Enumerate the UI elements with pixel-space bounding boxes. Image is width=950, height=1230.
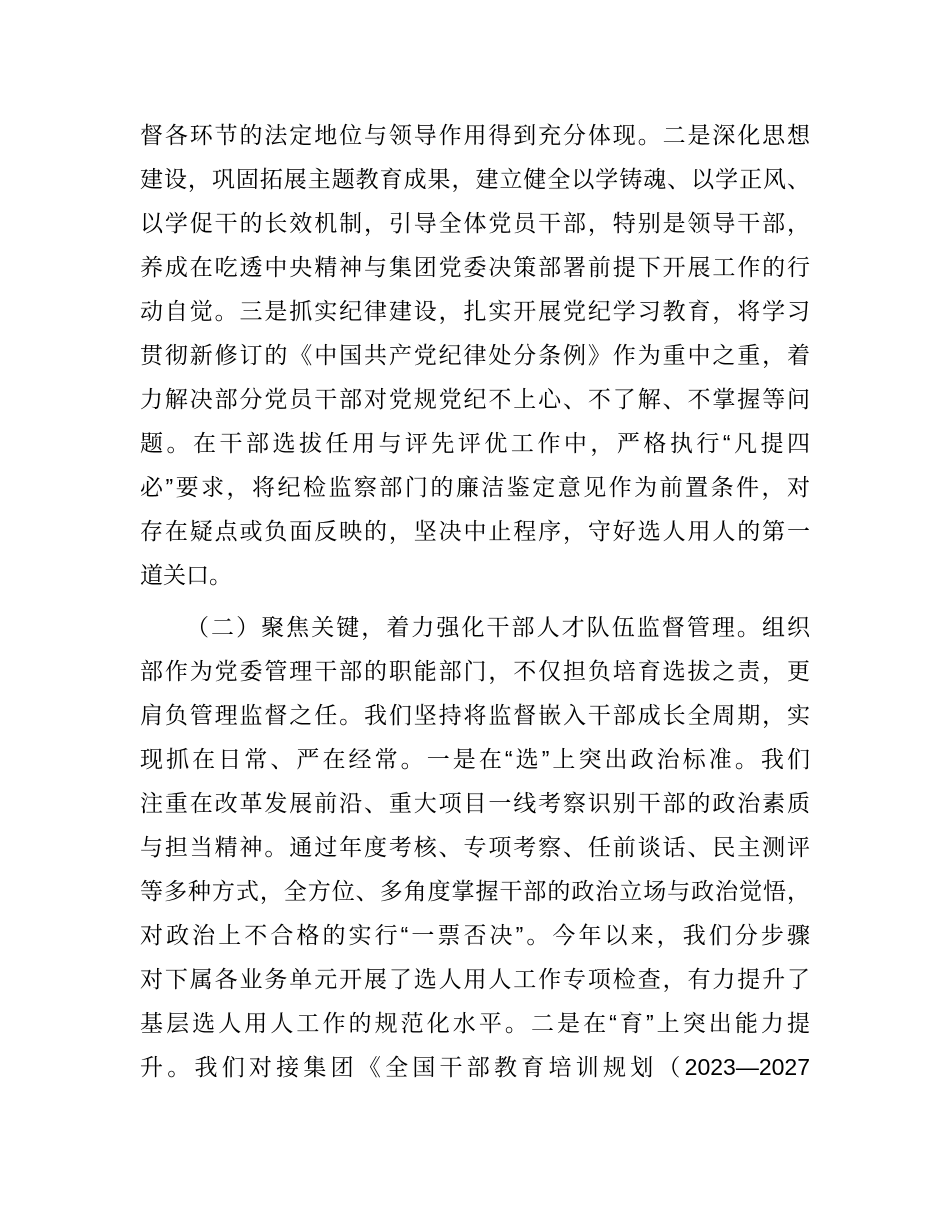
text-line: 建设，巩固拓展主题教育成果，建立健全以学铸魂、以学正风、 bbox=[140, 166, 810, 192]
text-line: 养成在吃透中央精神与集团党委决策部署前提下开展工作的行 bbox=[140, 254, 810, 280]
text-line: 存在疑点或负面反映的，坚决中止程序，守好选人用人的第一 bbox=[140, 518, 810, 544]
text-line: 必”要求，将纪检监察部门的廉洁鉴定意见作为前置条件，对 bbox=[140, 474, 810, 500]
text-line: 对政治上不合格的实行“一票否决”。今年以来，我们分步骤 bbox=[140, 922, 810, 948]
text-line: （二）聚焦关键，着力强化干部人才队伍监督管理。组织 bbox=[186, 614, 810, 640]
text-line: 等多种方式，全方位、多角度掌握干部的政治立场与政治觉悟， bbox=[140, 878, 810, 904]
paragraph-2 bbox=[140, 605, 810, 1089]
text-line: 基层选人用人工作的规范化水平。二是在“育”上突出能力提 bbox=[140, 1010, 810, 1036]
text-line: 力解决部分党员干部对党规党纪不上心、不了解、不掌握等问 bbox=[140, 386, 810, 412]
text-line: 动自觉。三是抓实纪律建设，扎实开展党纪学习教育，将学习 bbox=[140, 298, 810, 324]
text-line: 贯彻新修订的《中国共产党纪律处分条例》作为重中之重，着 bbox=[140, 342, 810, 368]
text-line: 现抓在日常、严在经常。一是在“选”上突出政治标准。我们 bbox=[140, 746, 810, 772]
text-block bbox=[140, 113, 810, 1089]
paragraph-1 bbox=[140, 113, 810, 597]
text-line: 升。我们对接集团《全国干部教育培训规划（2023—2027 bbox=[140, 1054, 810, 1080]
text-line: 以学促干的长效机制，引导全体党员干部，特别是领导干部， bbox=[140, 210, 810, 236]
text-line: 对下属各业务单元开展了选人用人工作专项检查，有力提升了 bbox=[140, 966, 810, 992]
text-line: 督各环节的法定地位与领导作用得到充分体现。二是深化思想 bbox=[140, 122, 810, 148]
text-line: 部作为党委管理干部的职能部门，不仅担负培育选拔之责，更 bbox=[140, 658, 810, 684]
text-line: 注重在改革发展前沿、重大项目一线考察识别干部的政治素质 bbox=[140, 790, 810, 816]
text-line: 道关口。 bbox=[140, 562, 232, 588]
text-line: 题。在干部选拔任用与评先评优工作中，严格执行“凡提四 bbox=[140, 430, 810, 456]
text-line: 肩负管理监督之任。我们坚持将监督嵌入干部成长全周期，实 bbox=[140, 702, 810, 728]
text-line: 与担当精神。通过年度考核、专项考察、任前谈话、民主测评 bbox=[140, 834, 810, 860]
